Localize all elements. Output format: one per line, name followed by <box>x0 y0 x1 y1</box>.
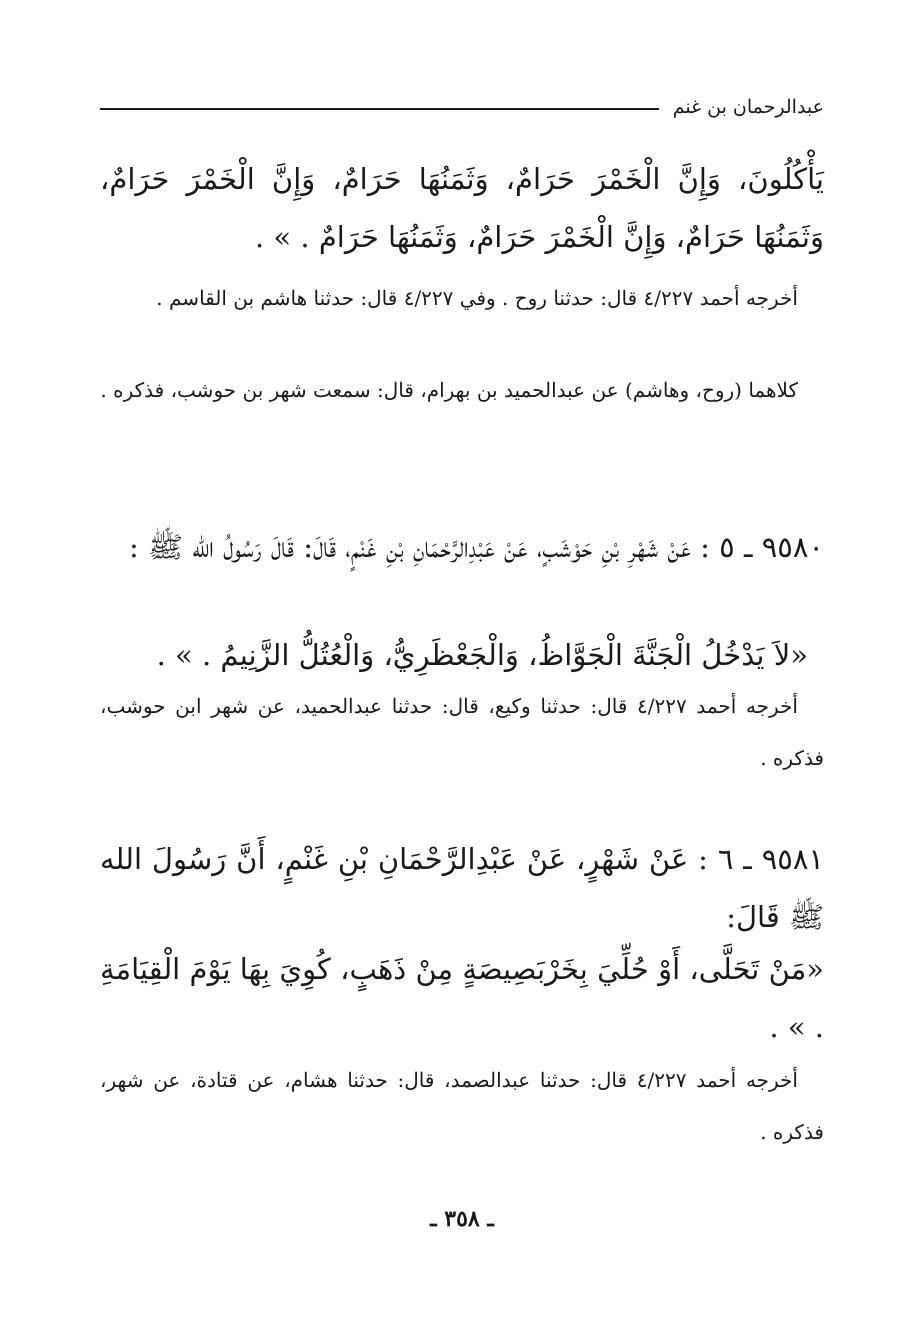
takhrij-paragraph <box>100 272 824 324</box>
hadith-9581-intro: ٩٥٨١ ـ ٦ : عَنْ شَهْرٍ، عَنْ عَبْدِالرَّحْمَانِ بْنِ غَنْمٍ، أَنَّ رَسُولَ الله ﷺ قَالَ: <box>100 842 824 934</box>
running-title: عبدالرحمان بن غنم <box>672 96 824 118</box>
hadith-9580-text: «لاَ يَدْخُلُ الْجَنَّةَ الْجَوَّاظُ، وَالْجَعْظَرِيُّ، وَالْعُتُلُّ الزَّنِيمُ . » . <box>156 638 808 672</box>
page-number: ـ ٣٥٨ ـ <box>430 1206 494 1232</box>
takhrij-paragraph <box>100 680 824 784</box>
hadith-continuation: يَأْكُلُونَ، وَإِنَّ الْخَمْرَ حَرَامٌ، وَثَمَنُهَا حَرَامٌ، وَإِنَّ الْخَمْرَ حَرَامٌ، وَثَمَنُهَا حَرَامٌ، وَإِنَّ الْخَمْرَ حَرَامٌ، وَثَمَنُهَا حَرَامٌ . » . <box>100 162 824 254</box>
takhrij-text: أخرجه أحمد ٤/٢٢٧ قال: حدثنا روح . وفي ٤/٢٢٧ قال: حدثنا هاشم بن القاسم . <box>156 286 798 310</box>
hadith-9580-intro: ٩٥٨٠ ـ ٥ : عَنْ شَهْرِ بْنِ حَوْشَبٍ، عَنْ عَبْدِالرَّحْمَانِ بْنِ غَنْمٍ، قَالَ: قَالَ رَسُولُ الله ﷺ : <box>129 530 824 564</box>
takhrij-text: أخرجه أحمد ٤/٢٢٧ قال: حدثنا عبدالصمد، قال: حدثنا هشام، عن قتادة، عن شهر، فذكره . <box>100 1068 824 1144</box>
header-rule <box>100 108 659 110</box>
takhrij-paragraph <box>100 364 824 416</box>
takhrij-text: كلاهما (روح، وهاشم) عن عبدالحميد بن بهرام، قال: سمعت شهر بن حوشب، فذكره . <box>100 378 798 402</box>
running-header <box>100 92 824 122</box>
takhrij-paragraph <box>100 1054 824 1158</box>
takhrij-text: أخرجه أحمد ٤/٢٢٧ قال: حدثنا وكيع، قال: حدثنا عبدالحميد، عن شهر ابن حوشب، فذكره . <box>100 694 824 770</box>
hadith-9581-text: «مَنْ تَحَلَّى، أَوْ حُلِّيَ بِخَرْبَصِيصَةٍ مِنْ ذَهَبٍ، كُوِيَ بِهَا يَوْمَ الْقِيَامَةِ . » . <box>100 952 824 1044</box>
